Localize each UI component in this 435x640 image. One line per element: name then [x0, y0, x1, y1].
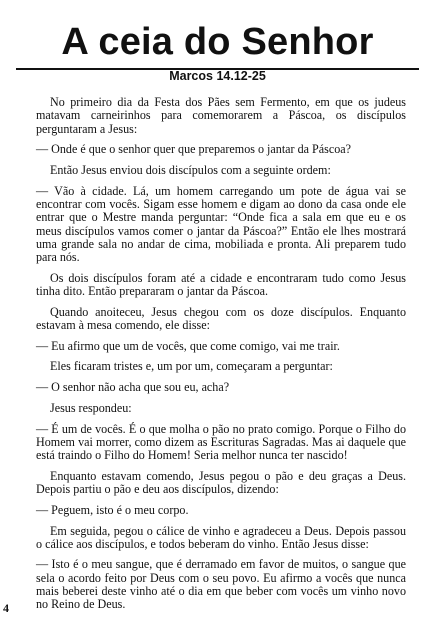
dialogue-paragraph: — Isto é o meu sangue, que é derramado em favor de muitos, o sangue que sela o acordo feito por Deus com o seu povo. Eu afirmo a vocês que nunca mais beberei deste vinho até o dia em que beber com vocês um vinho novo no Reino de Deus.: [36, 557, 406, 612]
paragraph: Em seguida, pegou o cálice de vinho e agradeceu a Deus. Depois passou o cálice aos discípulos, e todos beberam do vinho. Então Jesus disse:: [36, 523, 406, 551]
page-title: A ceia do Senhor: [61, 21, 374, 63]
scripture-reference: Marcos 14.12-25: [169, 69, 266, 83]
paragraph: Então Jesus enviou dois discípulos com a seguinte ordem:: [50, 162, 331, 177]
paragraph: Quando anoiteceu, Jesus chegou com os doze discípulos. Enquanto estavam à mesa comendo, ele disse:: [36, 304, 406, 333]
paragraph: Eles ficaram tristes e, um por um, começaram a perguntar:: [50, 359, 333, 374]
page-number: 4: [3, 601, 9, 615]
paragraph: No primeiro dia da Festa dos Pães sem Fermento, em que os judeus matavam carneirinhos para comemorarem a Páscoa, os discípulos perguntaram a Jesus:: [36, 95, 406, 136]
dialogue-paragraph: — O senhor não acha que sou eu, acha?: [36, 380, 230, 395]
dialogue-paragraph: — Eu afirmo que um de vocês, que come comigo, vai me trair.: [36, 338, 340, 353]
dialogue-paragraph: — É um de vocês. É o que molha o pão no prato comigo. Porque o Filho do Homem vai morrer, como dizem as Escrituras Sagradas. Mas ai daquele que está traindo o Filho do Homem! Seria melhor nunca ter nascido!: [36, 421, 406, 463]
dialogue-paragraph: — Peguem, isto é o meu corpo.: [36, 502, 189, 517]
dialogue-paragraph: — Onde é que o senhor quer que preparemos o jantar da Páscoa?: [36, 142, 351, 157]
body-text: [36, 96, 406, 619]
paragraph: Os dois discípulos foram até a cidade e encontraram tudo como Jesus tinha dito. Então prepararam o jantar da Páscoa.: [36, 270, 406, 299]
dialogue-paragraph: — Vão à cidade. Lá, um homem carregando um pote de água vai se encontrar com vocês. Sigam esse homem e digam ao dono da casa onde ele entrar que o Mestre manda perguntar: “Onde fica a sala em que eu e os meus discípulos vamos comer o jantar da Páscoa?” Então ele lhes mostrará uma grande sala no andar de cima, mobiliada e pronta. Ali preparem tudo para nós.: [36, 183, 406, 265]
paragraph: Jesus respondeu:: [50, 400, 132, 415]
paragraph: Enquanto estavam comendo, Jesus pegou o pão e deu graças a Deus. Depois partiu o pão e deu aos discípulos, dizendo:: [36, 468, 406, 497]
